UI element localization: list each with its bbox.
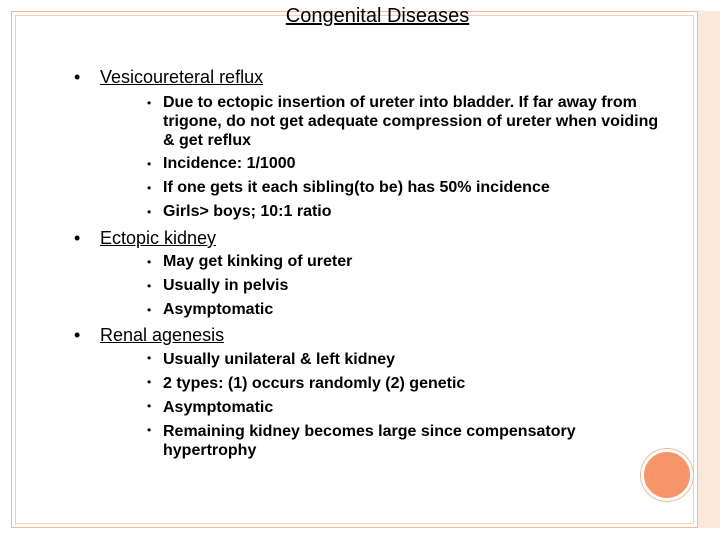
decorative-circle — [641, 449, 693, 501]
item-bullet: • — [147, 181, 152, 195]
list-item: If one gets it each sibling(to be) has 50% incidence — [163, 179, 550, 196]
item-bullet: • — [147, 399, 152, 413]
list-item: Due to ectopic insertion of ureter into bladder. If far away from trigone, do not get adequate compression of ureter when voiding & get reflux — [163, 94, 659, 149]
list-item: Asymptomatic — [163, 399, 274, 416]
item-bullet: • — [147, 255, 152, 269]
list-item: Usually in pelvis — [163, 277, 289, 294]
section-heading-renal-agenesis: Renal agenesis — [100, 325, 225, 345]
list-item: May get kinking of ureter — [163, 253, 353, 270]
list-item: Remaining kidney becomes large since compensatory hypertrophy — [163, 423, 576, 459]
item-bullet: • — [147, 96, 152, 110]
item-bullet: • — [147, 205, 152, 219]
list-item: Incidence: 1/1000 — [163, 155, 296, 172]
slide-side-band — [698, 11, 720, 528]
list-item: Usually unilateral & left kidney — [163, 351, 396, 368]
section-bullet: • — [74, 325, 81, 345]
section-heading-ectopic-kidney: Ectopic kidney — [100, 228, 217, 248]
item-bullet: • — [147, 423, 152, 437]
list-item: Girls> boys; 10:1 ratio — [163, 203, 332, 220]
list-item: 2 types: (1) occurs randomly (2) genetic — [163, 375, 466, 392]
item-bullet: • — [147, 303, 152, 317]
slide-title: Congenital Diseases — [285, 5, 470, 27]
section-bullet: • — [74, 67, 81, 87]
section-heading-vesicoureteral-reflux: Vesicoureteral reflux — [100, 67, 264, 87]
item-bullet: • — [147, 351, 152, 365]
item-bullet: • — [147, 375, 152, 389]
item-bullet: • — [147, 279, 152, 293]
section-bullet: • — [74, 228, 81, 248]
item-bullet: • — [147, 157, 152, 171]
list-item: Asymptomatic — [163, 301, 274, 318]
